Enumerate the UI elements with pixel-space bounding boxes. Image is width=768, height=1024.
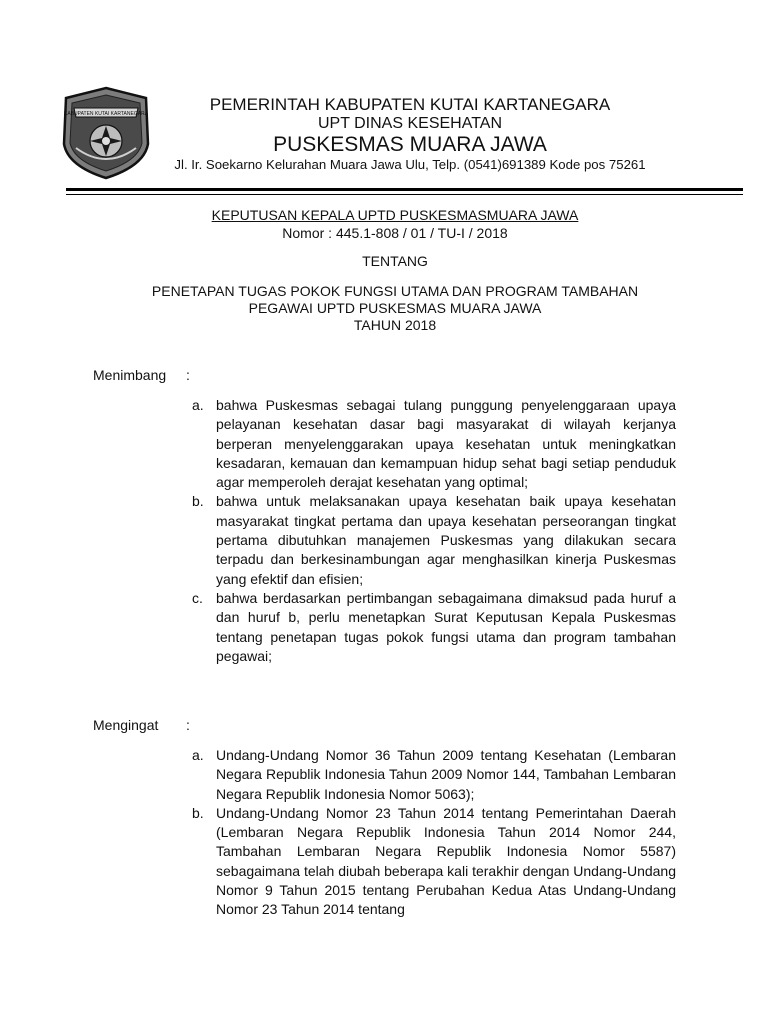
menimbang-list <box>192 396 676 666</box>
list-marker: a. <box>192 747 204 763</box>
list-text: Undang-Undang Nomor 23 Tahun 2014 tentang Pemerintahan Daerah (Lembaran Negara Republik Indonesia Tahun 2014 Nomor 244, Tambahan Lembaran Negara Republik Indonesia Nomor 5587) sebagaimana telah diubah beberapa kali terakhir dengan Undang-Undang Nomor 9 Tahun 2015 tentang Perubahan Kedua Atas Undang-Undang Nomor 23 Tahun 2014 tentang <box>216 804 677 918</box>
decree-number: Nomor : 445.1-808 / 01 / TU-I / 2018 <box>282 225 508 241</box>
list-marker: b. <box>192 493 204 510</box>
decree-subject-line-2: PEGAWAI UPTD PUSKESMAS MUARA JAWA <box>248 300 542 316</box>
letterhead-institution: PUSKESMAS MUARA JAWA <box>273 133 547 156</box>
letterhead-address: Jl. Ir. Soekarno Kelurahan Muara Jawa Ulu, Telp. (0541)691389 Kode pos 75261 <box>174 157 646 172</box>
letterhead-divider <box>66 188 743 191</box>
list-marker: a. <box>192 397 204 413</box>
list-text: Undang-Undang Nomor 36 Tahun 2009 tentang Kesehatan (Lembaran Negara Republik Indonesia Tahun 2009 Nomor 144, Tambahan Lembaran Negara Republik Indonesia Nomor 5063); <box>216 747 676 802</box>
decree-subject-line-3: TAHUN 2018 <box>353 317 437 333</box>
letterhead-government: PEMERINTAH KABUPATEN KUTAI KARTANEGARA <box>209 95 611 114</box>
regency-logo <box>60 86 152 180</box>
list-marker: b. <box>192 804 204 821</box>
menimbang-colon: : <box>186 367 190 383</box>
list-item <box>192 492 676 588</box>
mengingat-list <box>192 746 676 920</box>
decree-about-label: TENTANG <box>362 253 428 269</box>
decree-subject-line-1: PENETAPAN TUGAS POKOK FUNGSI UTAMA DAN PROGRAM TAMBAHAN <box>151 283 639 299</box>
menimbang-label: Menimbang <box>93 367 167 383</box>
list-item <box>192 804 676 920</box>
mengingat-label: Mengingat <box>93 717 159 733</box>
decree-title: KEPUTUSAN KEPALA UPTD PUSKESMASMUARA JAWA <box>211 207 579 223</box>
list-item <box>192 746 676 804</box>
letterhead-agency: UPT DINAS KESEHATAN <box>317 115 503 132</box>
list-item <box>192 589 676 666</box>
logo-text: KABUPATEN KUTAI KARTANEGARA <box>64 111 148 117</box>
list-text: bahwa berdasarkan pertimbangan sebagaimana dimaksud pada huruf a dan huruf b, perlu menetapkan Surat Keputusan Kepala Puskesmas tentang penetapan tugas pokok fungsi utama dan program tambahan pegawai; <box>216 589 676 664</box>
list-text: bahwa untuk melaksanakan upaya kesehatan baik upaya kesehatan masyarakat tingkat pertama dan upaya kesehatan perseorangan tingkat pertama dibutuhkan manajemen Puskesmas yang dilakukan secara terpadu dan berkesinambungan agar menghasilkan kinerja Puskesmas yang efektif dan efisien; <box>216 493 676 587</box>
list-text: bahwa Puskesmas sebagai tulang punggung penyelenggaraan upaya pelayanan kesehatan dasar bagi masyarakat di wilayah kerjanya berperan menyelenggarakan upaya kesehatan untuk meningkatkan kesadaran, kemauan dan kemampuan hidup sehat bagi setiap penduduk agar memperoleh derajat kesehatan yang optimal; <box>216 397 676 491</box>
letterhead-divider-thin <box>66 194 743 195</box>
mengingat-colon: : <box>186 717 190 733</box>
list-marker: c. <box>192 589 203 606</box>
list-item <box>192 396 676 492</box>
